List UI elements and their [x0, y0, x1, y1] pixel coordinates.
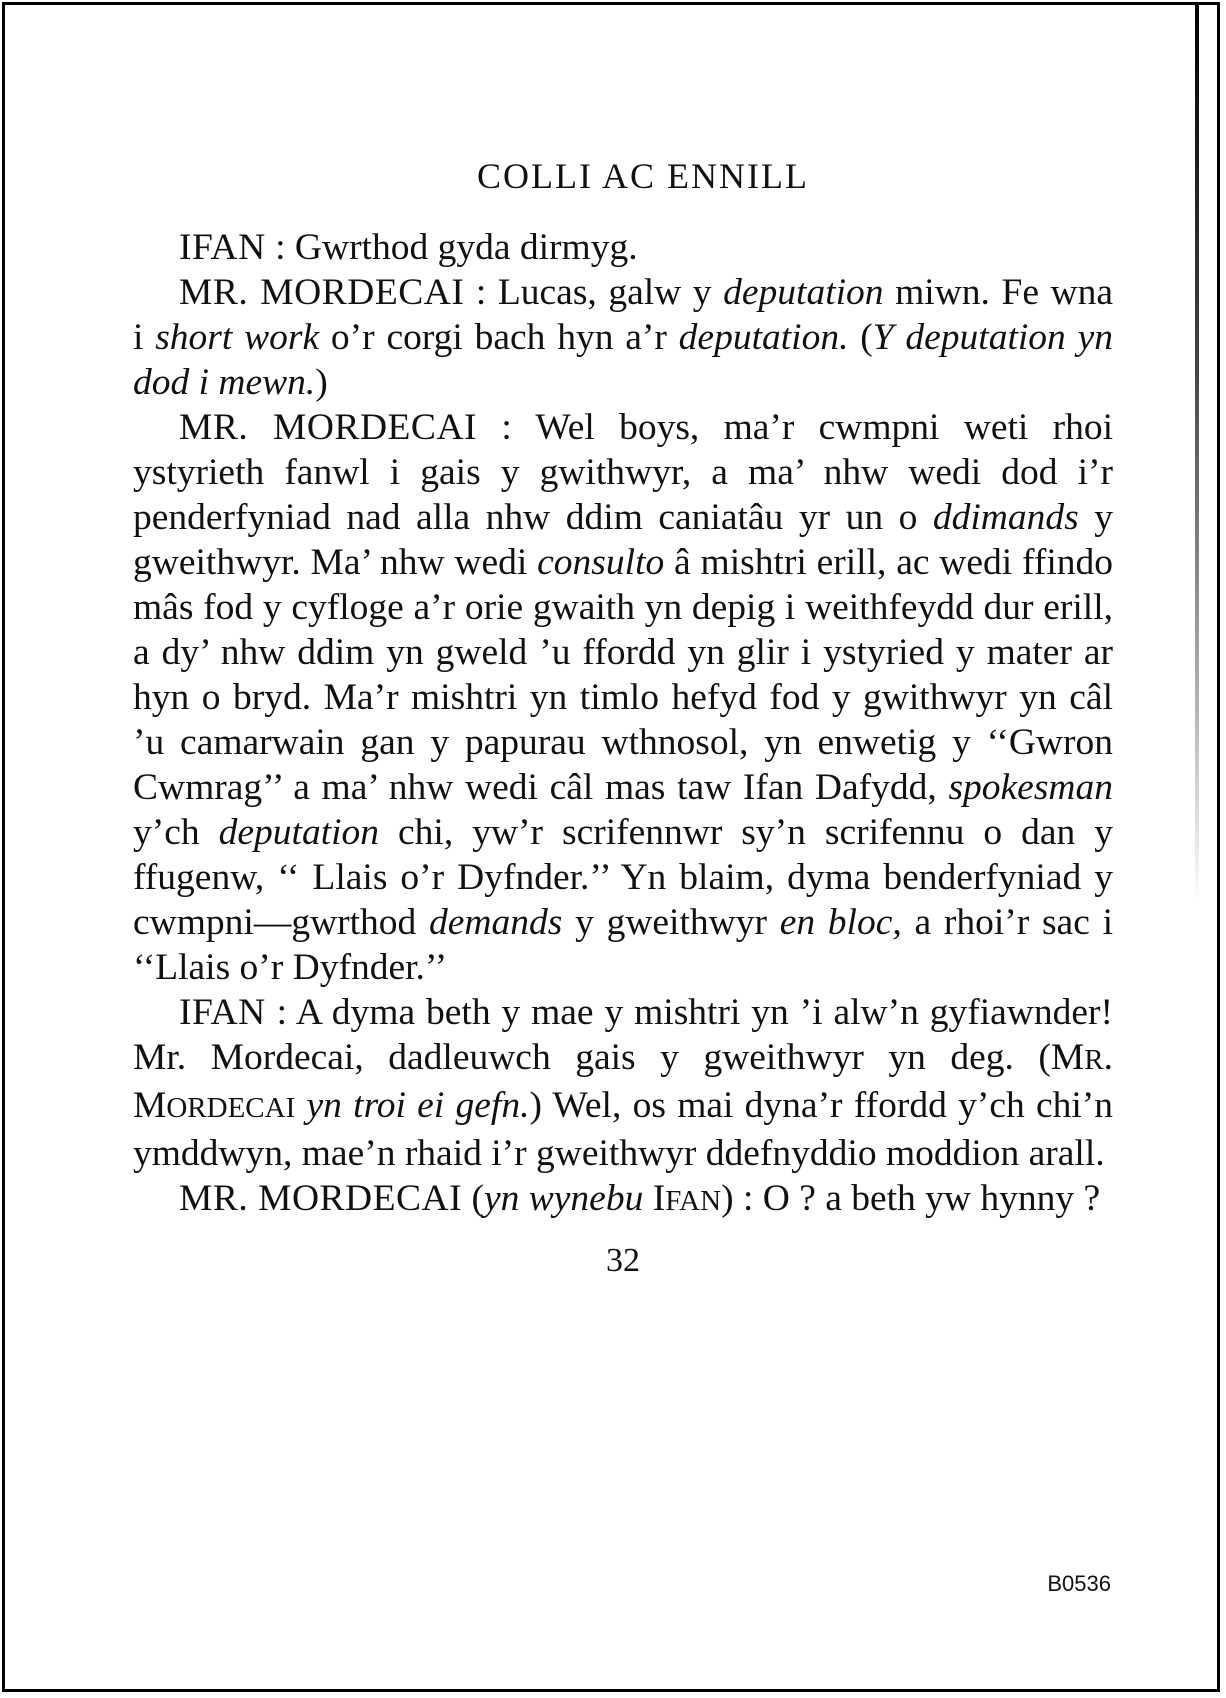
dialogue-paragraph: [133, 405, 1113, 990]
text-run: y gweithwyr: [562, 902, 780, 943]
text-run: (: [471, 1178, 484, 1219]
gutter-shadow: [1195, 5, 1199, 905]
text-run: y gweithwyr. Ma’ nhw wedi: [133, 497, 1114, 583]
text-run: a rhoi’r sac i ‘‘Llais o’r Dyfnder.’’: [133, 902, 1113, 988]
text-run: o’r corgi bach hyn a’r: [319, 317, 679, 358]
page-content: [133, 155, 1113, 1280]
speaker-separator: :: [265, 992, 296, 1033]
running-head: COLLI AC ENNILL: [477, 156, 809, 196]
speaker-name: MR. MORDECAI: [179, 407, 478, 448]
speaker-name: IFAN: [179, 992, 266, 1033]
speaker-name: MR. MORDECAI: [179, 1178, 463, 1219]
text-run: ORDECAI: [166, 1092, 296, 1124]
text-run: I: [643, 1178, 666, 1219]
text-run: ): [315, 362, 328, 403]
body-text: [133, 225, 1113, 1224]
italic-text: demands: [429, 902, 563, 943]
italic-text: deputation: [218, 812, 380, 853]
italic-text: Y deputation yn dod i mewn.: [133, 317, 1113, 403]
dialogue-paragraph: [133, 225, 1113, 270]
print-code: B0536: [1047, 1571, 1111, 1596]
text-run: FAN: [665, 1185, 722, 1217]
text-run: [295, 1085, 306, 1126]
italic-text: spokesman: [948, 767, 1113, 808]
text-run: A dyma beth y mae y mishtri yn ’i alw’n gyfiawnder! Mr. Mordecai, dadleuwch gais y gweithwyr yn deg. (M: [133, 992, 1113, 1078]
text-run: y’ch: [133, 812, 219, 853]
italic-text: yn wynebu: [484, 1178, 644, 1219]
text-run: R: [1084, 1044, 1104, 1076]
text-run: â mishtri erill, ac wedi ffindo mâs fod y cyfloge a’r orie gwaith yn depig i weithfeydd dur erill, a dy’ nhw ddim yn gweld ’u ffordd yn glir i ystyried y mater ar hyn o bryd. Ma’r mishtri yn timlo hefyd fod y gwithwyr yn câl ’u camarwain gan y papurau wthnosol, yn enwetig y ‘‘Gwron Cwmrag’’ a ma’ nhw wedi câl mas taw Ifan Dafydd,: [133, 542, 1113, 808]
page-frame: [2, 2, 1220, 1692]
speaker-separator: :: [265, 227, 295, 268]
speaker-name: IFAN: [179, 227, 266, 268]
italic-text: deputation.: [678, 317, 849, 358]
speaker-separator: :: [464, 272, 498, 313]
speaker-separator: :: [477, 407, 536, 448]
text-run: Lucas, galw y: [497, 272, 724, 313]
text-run: ) Wel, os mai dyna’r ffordd y’ch chi’n ymddwyn, mae’n rhaid i’r gweithwyr ddefnyddio moddion arall.: [133, 1085, 1114, 1174]
italic-text: en bloc,: [779, 902, 902, 943]
text-run: Gwrthod gyda dirmyg.: [294, 227, 638, 268]
italic-text: short work: [155, 317, 320, 358]
text-run: Wel boys, ma’r cwmpni weti rhoi ystyrieth fanwl i gais y gwithwyr, a ma’ nhw wedi dod i’r penderfyniad nad alla nhw ddim caniatâu yr un o: [133, 407, 1113, 538]
dialogue-paragraph: [133, 270, 1113, 405]
italic-text: deputation: [723, 272, 884, 313]
text-run: ) : O ? a beth yw hynny ?: [721, 1178, 1101, 1219]
text-run: miwn. Fe wna i: [133, 272, 1114, 358]
dialogue-paragraph: [133, 1176, 1113, 1224]
text-run: chi, yw’r scrifennwr sy’n scrifennu o dan y ffugenw, ‘‘ Llais o’r Dyfnder.’’ Yn blaim, dyma benderfyniad y cwmpni—gwrthod: [133, 812, 1113, 943]
text-run: . M: [133, 1037, 1113, 1126]
text-run: (: [848, 317, 873, 358]
dialogue-paragraph: [133, 990, 1113, 1176]
speaker-name: MR. MORDECAI: [179, 272, 465, 313]
italic-text: ddimands: [932, 497, 1079, 538]
italic-text: consulto: [537, 542, 665, 583]
speaker-separator: [462, 1178, 471, 1219]
page-number: 32: [606, 1242, 640, 1279]
italic-text: yn troi ei gefn.: [306, 1085, 530, 1126]
